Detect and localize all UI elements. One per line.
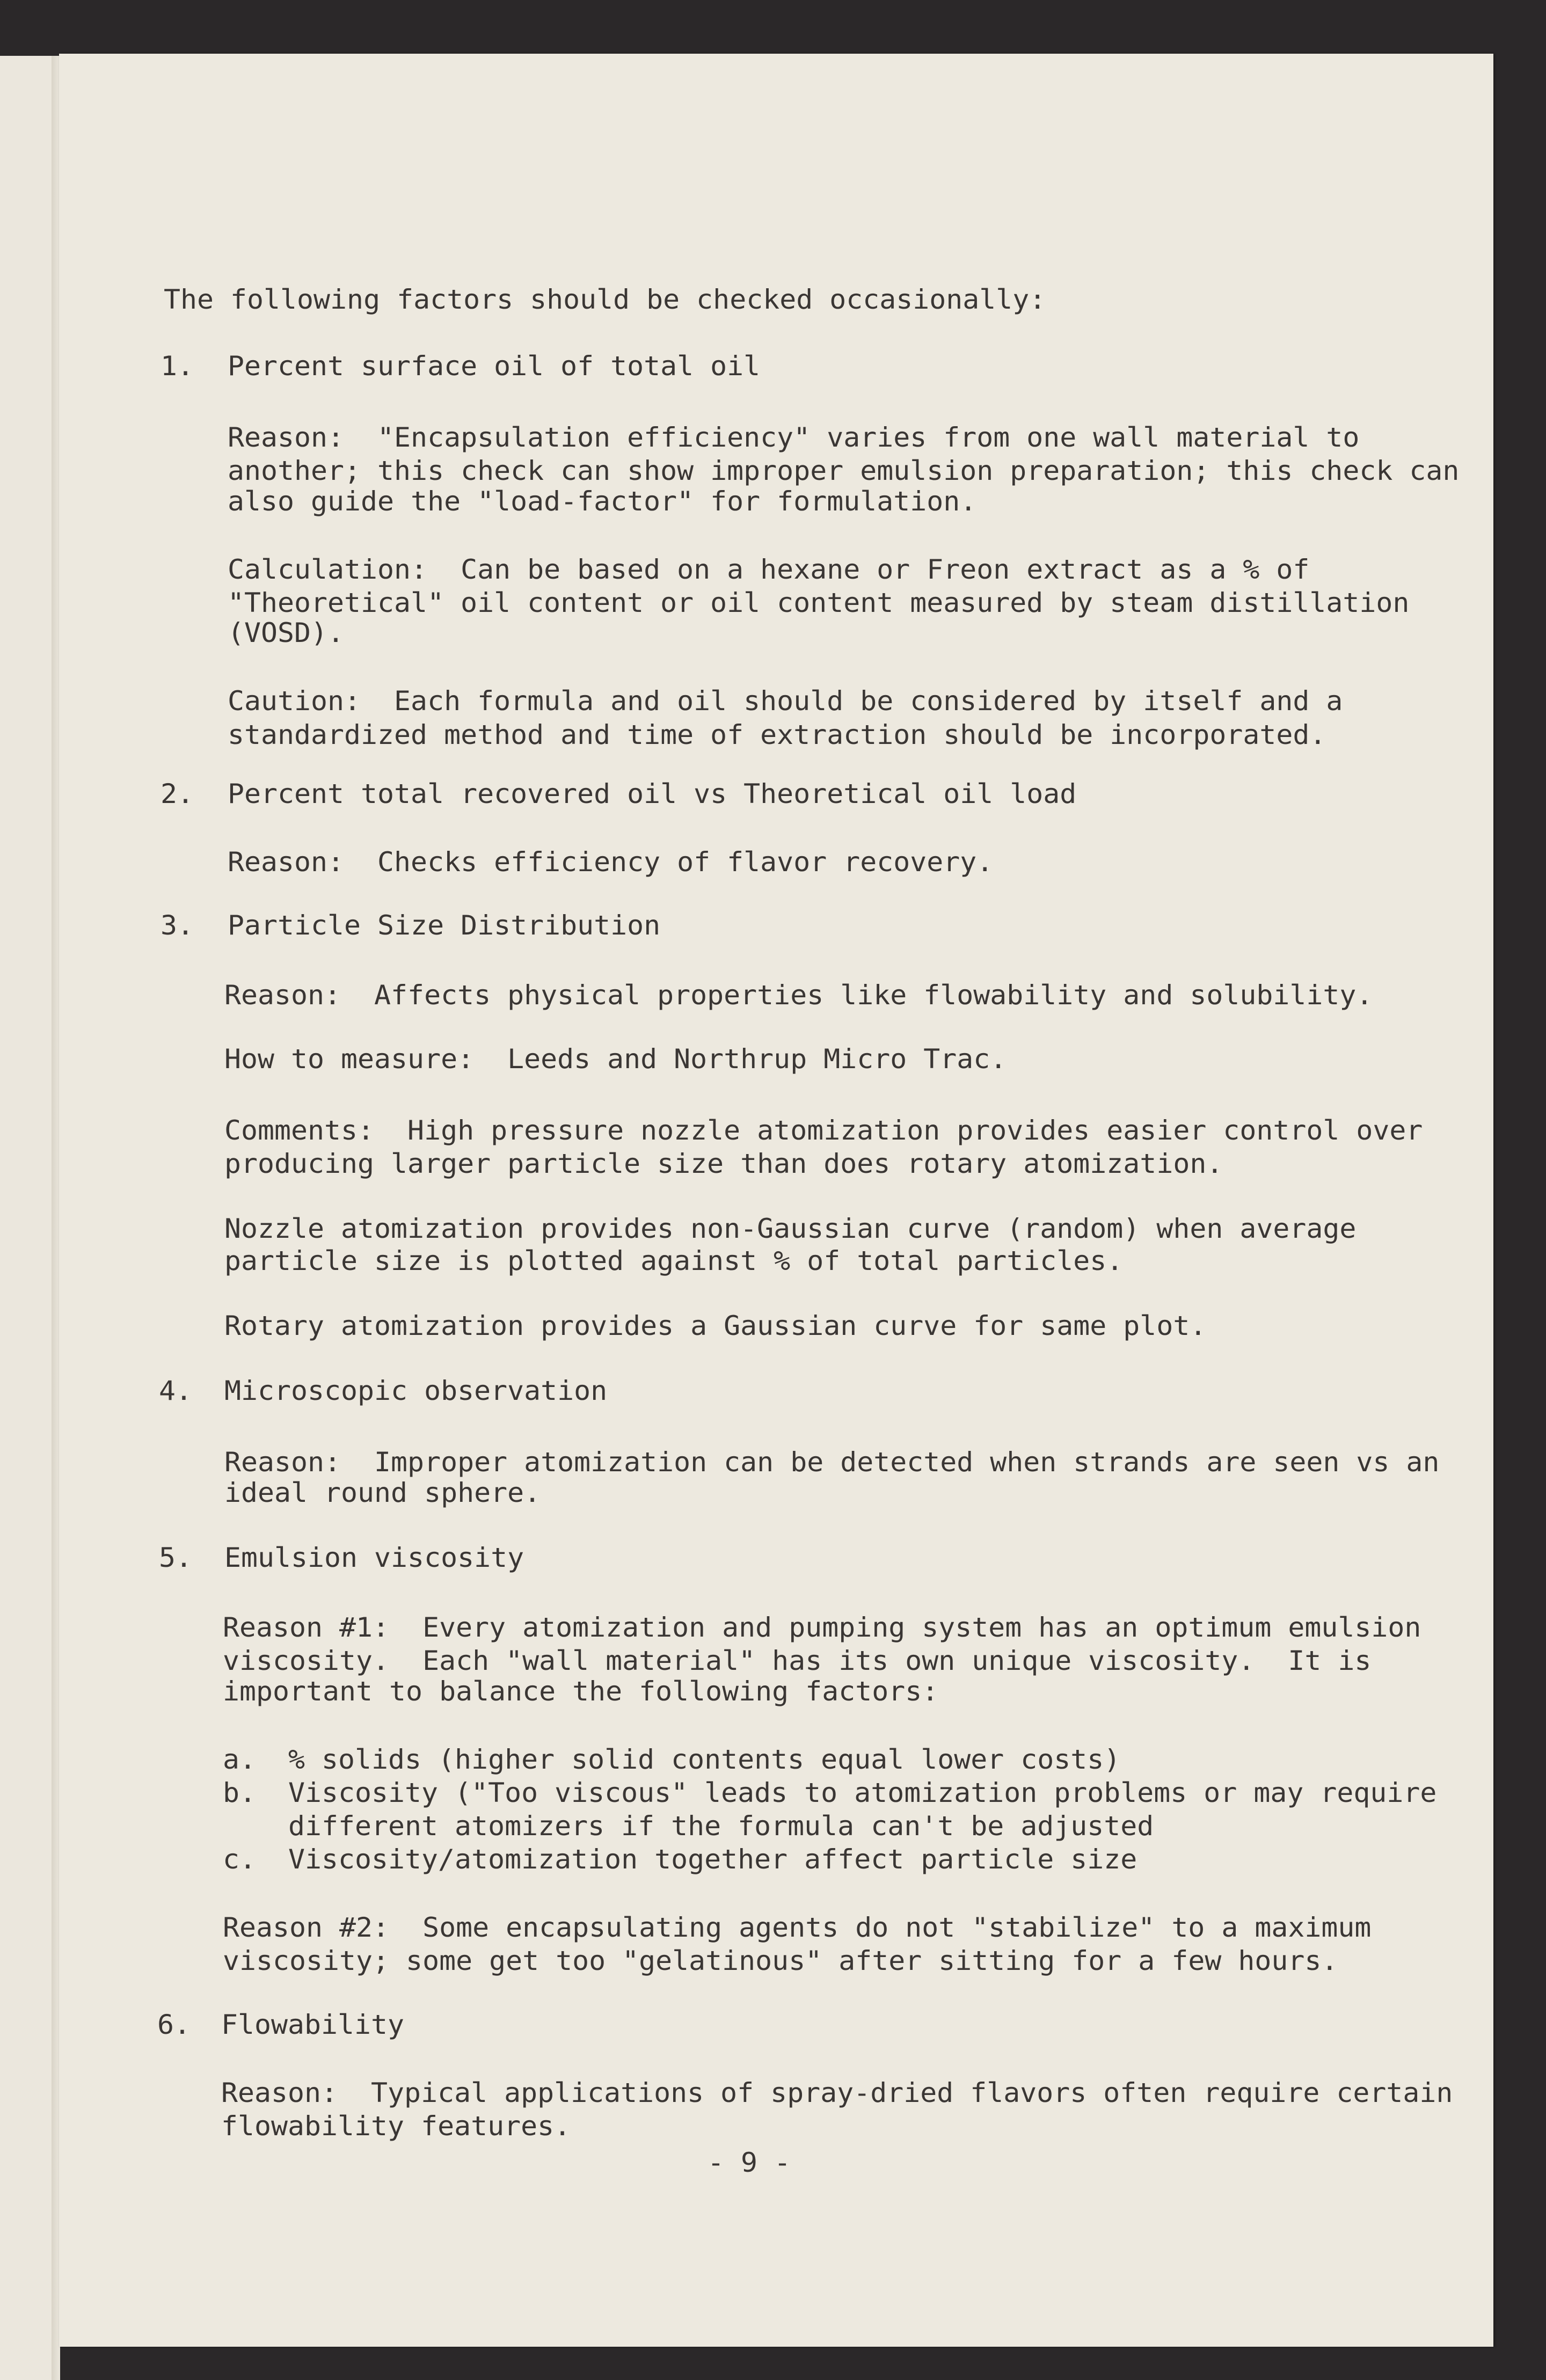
body-line: viscosity; some get too "gelatinous" after sitting for a few hours. [223, 1945, 1338, 1976]
body-line: Nozzle atomization provides non-Gaussian curve (random) when average [224, 1213, 1357, 1244]
body-line: Comments: High pressure nozzle atomization provides easier control over [224, 1115, 1423, 1146]
item-title: Emulsion viscosity [224, 1542, 524, 1573]
body-line: producing larger particle size than does rotary atomization. [224, 1148, 1223, 1179]
subitem-label: b. [223, 1777, 257, 1808]
item-number: 3. [161, 910, 194, 941]
body-line: another; this check can show improper emulsion preparation; this check can [228, 455, 1460, 486]
body-line: Reason: Affects physical properties like flowability and solubility. [224, 980, 1373, 1011]
body-line: Rotary atomization provides a Gaussian curve for same plot. [224, 1310, 1207, 1341]
body-line: Reason: Checks efficiency of flavor recovery. [228, 846, 994, 878]
item-title: Percent surface oil of total oil [228, 351, 761, 382]
previous-page-edge [0, 56, 53, 2380]
subitem-text: % solids (higher solid contents equal lower costs) [288, 1744, 1121, 1775]
subitem-text: Viscosity ("Too viscous" leads to atomization problems or may require [288, 1777, 1437, 1808]
item-title: Particle Size Distribution [228, 910, 661, 941]
item-title: Percent total recovered oil vs Theoretical oil load [228, 778, 1077, 809]
item-number: 6. [157, 2009, 191, 2040]
body-line: Calculation: Can be based on a hexane or Freon extract as a % of [228, 554, 1310, 585]
body-line: standardized method and time of extraction should be incorporated. [228, 719, 1326, 750]
body-line: ideal round sphere. [224, 1477, 541, 1508]
body-line: "Theoretical" oil content or oil content measured by steam distillation [228, 587, 1410, 618]
body-line: (VOSD). [228, 617, 345, 648]
item-title: Flowability [221, 2009, 405, 2040]
body-line: Reason #2: Some encapsulating agents do not "stabilize" to a maximum [223, 1912, 1372, 1943]
item-number: 2. [161, 778, 194, 809]
subitem-label: c. [223, 1844, 257, 1875]
body-line: viscosity. Each "wall material" has its own unique viscosity. It is [223, 1645, 1372, 1676]
item-number: 5. [159, 1542, 193, 1573]
body-line: Reason #1: Every atomization and pumping system has an optimum emulsion [223, 1612, 1421, 1643]
item-title: Microscopic observation [224, 1375, 608, 1406]
body-line: How to measure: Leeds and Northrup Micro Trac. [224, 1043, 1007, 1075]
body-line: Caution: Each formula and oil should be considered by itself and a [228, 685, 1343, 717]
body-line: Reason: "Encapsulation efficiency" varies from one wall material to [228, 422, 1360, 453]
body-line: Reason: Improper atomization can be detected when strands are seen vs an [224, 1447, 1440, 1478]
subitem-label: a. [223, 1744, 257, 1775]
document-page [59, 54, 1493, 2347]
item-number: 4. [159, 1375, 193, 1406]
body-line: particle size is plotted against % of total particles. [224, 1245, 1124, 1276]
body-line: important to balance the following factors: [223, 1676, 939, 1707]
intro-text: The following factors should be checked occasionally: [164, 284, 1046, 315]
body-line: also guide the "load-factor" for formulation. [228, 486, 977, 517]
body-line: Reason: Typical applications of spray-dried flavors often require certain [221, 2077, 1453, 2108]
subitem-text: different atomizers if the formula can't be adjusted [288, 1810, 1154, 1842]
subitem-text: Viscosity/atomization together affect particle size [288, 1844, 1137, 1875]
body-line: flowability features. [221, 2111, 571, 2142]
item-number: 1. [161, 351, 194, 382]
page-number: - 9 - [708, 2147, 791, 2178]
